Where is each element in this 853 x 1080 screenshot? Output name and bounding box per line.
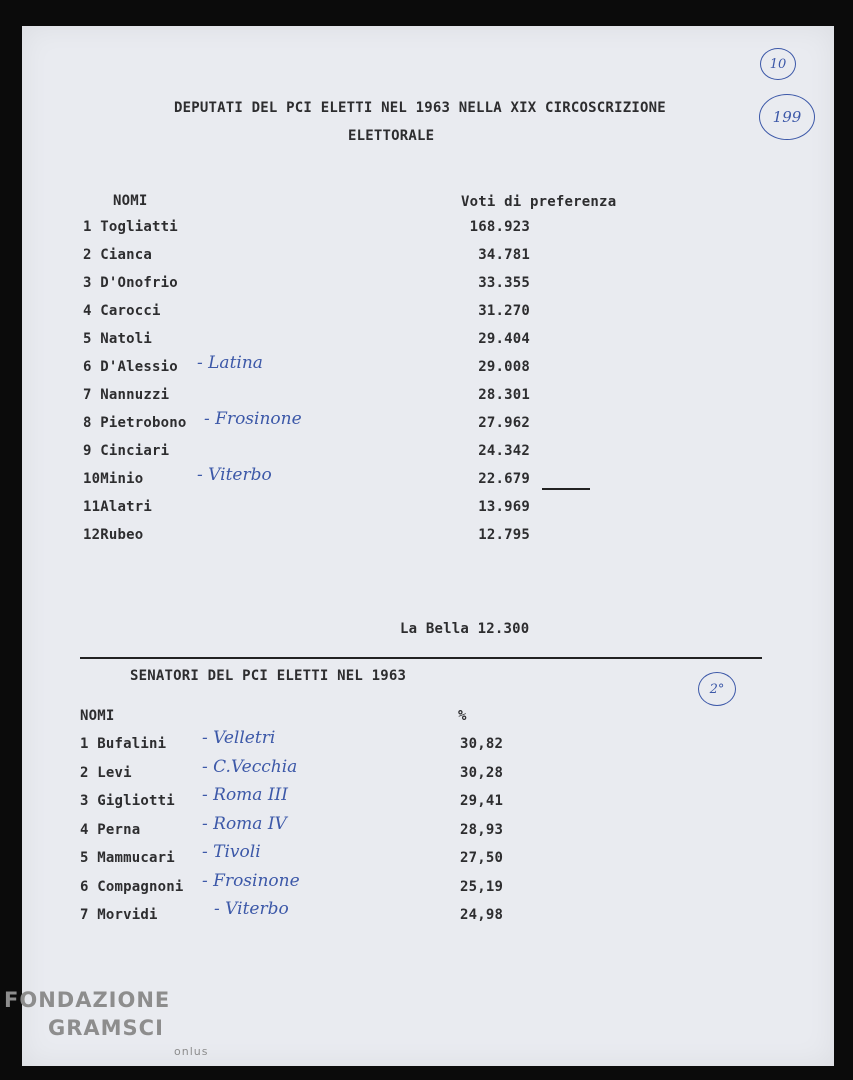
senatore-percentage: 25,19 <box>460 879 504 895</box>
section-divider <box>80 657 762 659</box>
section-circle <box>698 672 736 706</box>
senatore-handwritten-note: - Frosinone <box>202 871 300 891</box>
senatore-handwritten-note: - Tivoli <box>202 842 261 862</box>
deputato-name: 12Rubeo <box>83 527 144 543</box>
deputato-votes: 168.923 <box>469 219 530 235</box>
minio-underline <box>542 488 590 490</box>
deputato-name: 9 Cinciari <box>83 443 170 459</box>
deputato-votes: 34.781 <box>478 247 530 263</box>
deputato-name: 5 Natoli <box>83 331 153 347</box>
senatore-handwritten-note: - Velletri <box>202 728 276 748</box>
deputato-votes: 22.679 <box>478 471 530 487</box>
document-page <box>4 26 834 1066</box>
deputato-votes: 12.795 <box>478 527 530 543</box>
senatore-name: 6 Compagnoni <box>80 879 184 895</box>
deputati-header-votes: Voti di preferenza <box>461 194 617 210</box>
senatori-title: SENATORI DEL PCI ELETTI NEL 1963 <box>130 668 407 684</box>
fondazione-logo-line1: FONDAZIONE <box>4 988 171 1012</box>
page-number-circle <box>760 48 796 80</box>
deputato-votes: 29.404 <box>478 331 530 347</box>
archive-number-circle <box>759 94 815 140</box>
senatore-name: 1 Bufalini <box>80 736 167 752</box>
deputato-name: 2 Cianca <box>83 247 153 263</box>
deputato-handwritten-note: - Latina <box>197 353 263 373</box>
deputato-name: 7 Nannuzzi <box>83 387 170 403</box>
deputato-name: 1 Togliatti <box>83 219 178 235</box>
senatore-name: 4 Perna <box>80 822 141 838</box>
senatore-percentage: 30,82 <box>460 736 504 752</box>
deputato-name: 10Minio <box>83 471 144 487</box>
deputato-name: 3 D'Onofrio <box>83 275 178 291</box>
senatore-percentage: 28,93 <box>460 822 504 838</box>
senatore-name: 7 Morvidi <box>80 907 158 923</box>
fondazione-logo-line2: GRAMSCI <box>48 1016 164 1040</box>
deputato-votes: 27.962 <box>478 415 530 431</box>
deputato-name: 11Alatri <box>83 499 153 515</box>
senatore-percentage: 29,41 <box>460 793 504 809</box>
deputato-votes: 13.969 <box>478 499 530 515</box>
deputati-header-names: NOMI <box>113 193 148 209</box>
deputato-handwritten-note: - Frosinone <box>204 409 302 429</box>
senatori-header-pct: % <box>458 708 467 724</box>
page-number-text: 10 <box>769 56 787 72</box>
deputati-title-line2: ELETTORALE <box>348 128 435 144</box>
deputato-name: 8 Pietrobono <box>83 415 187 431</box>
deputato-votes: 29.008 <box>478 359 530 375</box>
deputato-votes: 24.342 <box>478 443 530 459</box>
senatori-header-names: NOMI <box>80 708 115 724</box>
archive-number-text: 199 <box>772 108 802 126</box>
senatore-percentage: 30,28 <box>460 765 504 781</box>
senatore-percentage: 24,98 <box>460 907 504 923</box>
senatore-percentage: 27,50 <box>460 850 504 866</box>
senatore-name: 5 Mammucari <box>80 850 175 866</box>
deputati-title-line1: DEPUTATI DEL PCI ELETTI NEL 1963 NELLA XIX CIRCOSCRIZIONE <box>174 100 666 116</box>
senatore-name: 2 Levi <box>80 765 132 781</box>
deputato-name: 6 D'Alessio <box>83 359 178 375</box>
la-bella-note: La Bella 12.300 <box>400 621 530 637</box>
deputato-votes: 31.270 <box>478 303 530 319</box>
senatore-handwritten-note: - Roma III <box>202 785 288 805</box>
senatore-handwritten-note: - C.Vecchia <box>202 757 298 777</box>
fondazione-logo-line3: onlus <box>174 1045 209 1058</box>
deputato-handwritten-note: - Viterbo <box>197 465 272 485</box>
senatore-handwritten-note: - Roma IV <box>202 814 287 834</box>
senatore-name: 3 Gigliotti <box>80 793 175 809</box>
deputato-votes: 28.301 <box>478 387 530 403</box>
deputato-name: 4 Carocci <box>83 303 161 319</box>
deputato-votes: 33.355 <box>478 275 530 291</box>
section-circle-text: 2° <box>709 681 725 697</box>
senatore-handwritten-note: - Viterbo <box>214 899 289 919</box>
